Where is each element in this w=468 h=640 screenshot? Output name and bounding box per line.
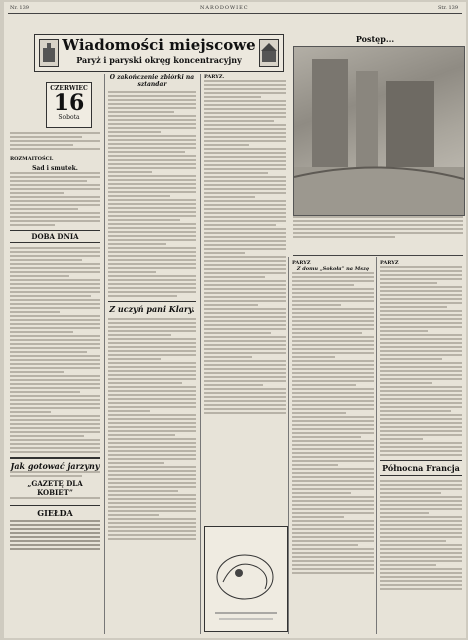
col2-heading: O zakończenie zbiórki na sztandar — [109, 74, 195, 88]
masthead-box — [34, 34, 284, 72]
section-rule — [293, 255, 463, 256]
column-rule — [104, 74, 105, 634]
calendar-weekday: Sobota — [58, 114, 80, 121]
col4-label: PARYŻ — [292, 260, 311, 266]
photo-caption — [293, 216, 463, 254]
col4-subheading: Z domu „Sokoła” na Mszę — [296, 266, 370, 272]
masthead-title: Wiadomości miejscowe — [62, 36, 256, 54]
city-crest-icon — [39, 39, 59, 67]
calendar-month: CZERWIEC — [50, 85, 88, 92]
paper-name: NARODOWIEC — [200, 5, 249, 11]
column-rule — [376, 257, 377, 634]
column-5 — [380, 260, 462, 634]
calendar-day: 16 — [53, 90, 85, 116]
col1-band-heading: DOBA DNIA — [31, 232, 79, 241]
col1-ad-heading: Jak gotować jarzyny — [10, 461, 100, 471]
col3-heading: PARYŻ. — [204, 74, 225, 80]
col5-section-heading: Północna Francja — [382, 463, 460, 473]
cartoon-box — [204, 526, 288, 632]
building-icon — [259, 39, 279, 67]
top-rule — [8, 13, 462, 14]
masthead-subtitle: Paryż i paryski okręg koncentracyjny — [76, 55, 242, 65]
col1-bottom-heading: GIEŁDA — [37, 508, 73, 518]
col5-label: PARYŻ — [380, 260, 399, 266]
col1-heading: Sad i smutek. — [32, 165, 78, 172]
calendar-box — [46, 82, 92, 128]
column-4 — [292, 260, 374, 634]
photo-headline: Postęp... — [355, 34, 395, 44]
column-1 — [10, 132, 100, 632]
page-number-right: Str. 139 — [438, 5, 458, 11]
col2-mid-heading: Z uczyń pani Klary. — [109, 304, 195, 314]
column-2 — [108, 74, 196, 634]
column-rule — [288, 257, 289, 634]
col1-ad-subheading: „GAZETĘ DLA KOBIET” — [27, 479, 83, 497]
column-rule — [200, 74, 201, 634]
page-number-left: Nr. 139 — [10, 5, 29, 11]
photo — [293, 46, 465, 216]
newspaper-page — [4, 2, 466, 638]
section-label: ROZMAITOŚCI. — [10, 156, 54, 162]
